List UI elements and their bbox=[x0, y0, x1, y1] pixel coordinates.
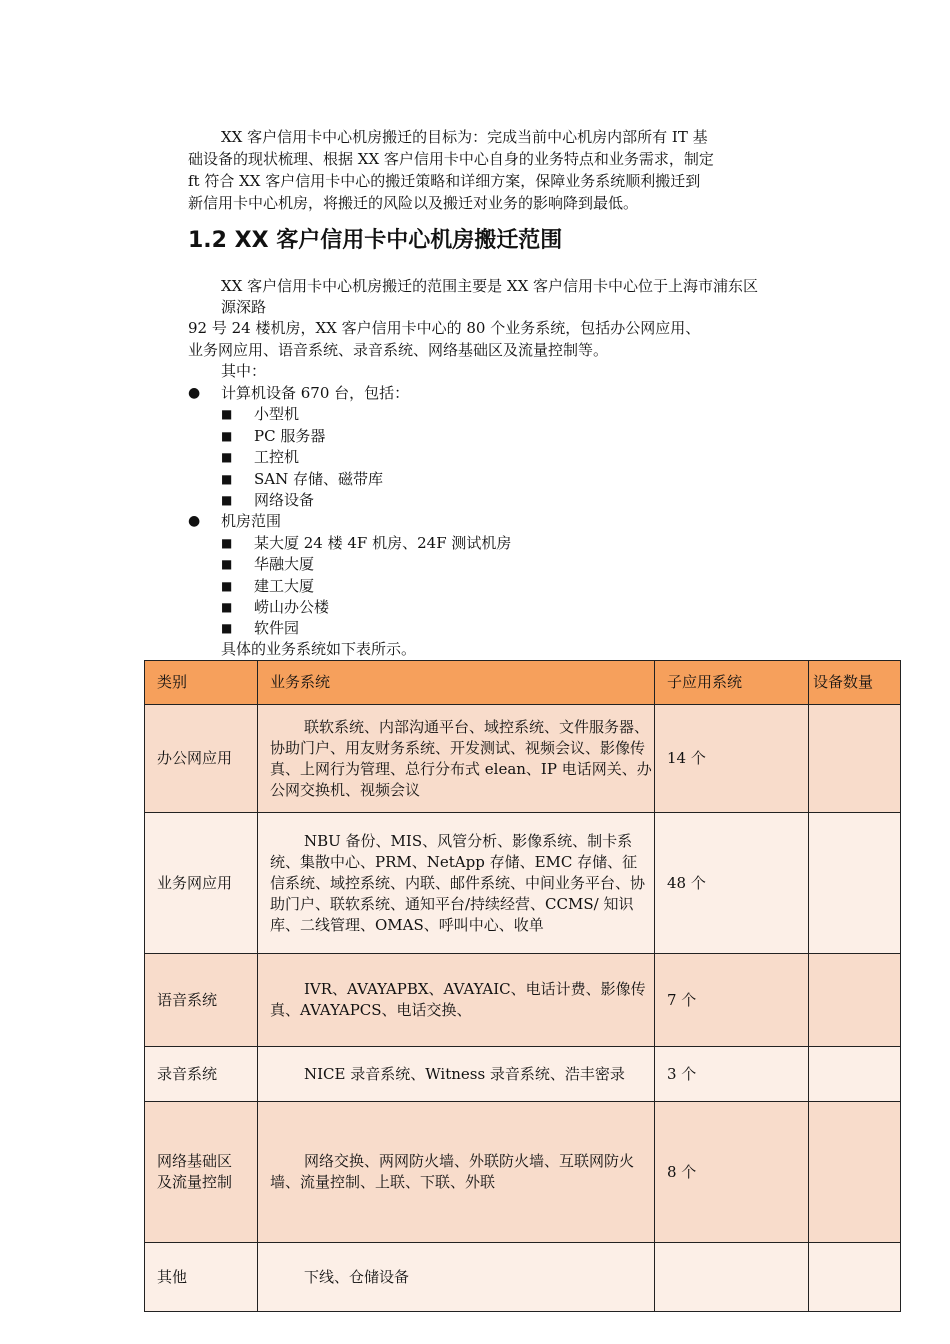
section-line-4: 业务网应用、语音系统、录音系统、网络基础区及流量控制等。 bbox=[188, 341, 609, 359]
cell-count: 14 个 bbox=[655, 705, 809, 813]
cell-devices bbox=[809, 1102, 901, 1243]
header-sub-apps: 子应用系统 bbox=[655, 661, 809, 705]
cell-count: 7 个 bbox=[655, 954, 809, 1047]
cell-category: 语音系统 bbox=[145, 954, 258, 1047]
section-line-1: XX 客户信用卡中心机房搬迁的范围主要是 XX 客户信用卡中心位于上海市浦东区 bbox=[221, 277, 759, 295]
cell-systems bbox=[258, 1102, 655, 1243]
sub-item: 网络设备 bbox=[254, 491, 315, 509]
cell-category: 业务网应用 bbox=[145, 813, 258, 954]
cell-category: 录音系统 bbox=[145, 1047, 258, 1102]
section-heading: 1.2 XX 客户信用卡中心机房搬迁范围 bbox=[188, 228, 563, 253]
systems-text: NICE 录音系统、Witness 录音系统、浩丰密录 bbox=[304, 1064, 625, 1083]
table-row bbox=[145, 1047, 901, 1102]
table-header-row bbox=[145, 661, 901, 705]
section-line-5: 其中： bbox=[221, 362, 267, 380]
table-row bbox=[145, 1243, 901, 1312]
square-bullet-icon: ■ bbox=[221, 557, 233, 571]
cell-devices bbox=[809, 705, 901, 813]
cell-systems bbox=[258, 1243, 655, 1312]
sub-item: 华融大厦 bbox=[254, 555, 315, 573]
sub-item: 软件园 bbox=[254, 619, 300, 637]
cell-count: 48 个 bbox=[655, 813, 809, 954]
intro-line-4: 新信用卡中心机房，将搬迁的风险以及搬迁对业务的影响降到最低。 bbox=[188, 194, 639, 212]
cell-category: 其他 bbox=[145, 1243, 258, 1312]
intro-line-1: XX 客户信用卡中心机房搬迁的目标为：完成当前中心机房内部所有 IT 基 bbox=[221, 128, 708, 146]
systems-text: NBU 备份、MIS、风管分析、影像系统、制卡系统、集散中心、PRM、NetApp 存储、EMC 存储、征信系统、域控系统、内联、邮件系统、中间业务平台、协助门户、联软系统、通知平台/持续经营、CCMS/ 知识库、二线管理、OMAS、呼叫中心、收单 bbox=[270, 831, 646, 934]
cell-systems bbox=[258, 1047, 655, 1102]
square-bullet-icon: ■ bbox=[221, 450, 233, 464]
square-bullet-icon: ■ bbox=[221, 579, 233, 593]
cell-systems bbox=[258, 954, 655, 1047]
table-row bbox=[145, 954, 901, 1047]
sub-item: SAN 存储、磁带库 bbox=[254, 470, 384, 488]
systems-text: 联软系统、内部沟通平台、域控系统、文件服务器、协助门户、用友财务系统、开发测试、视频会议、影像传真、上网行为管理、总行分布式 elean、IP 电话网关、办公网交换机、视频会议 bbox=[270, 717, 652, 799]
cell-count: 8 个 bbox=[655, 1102, 809, 1243]
round-bullet-icon: ● bbox=[188, 385, 201, 401]
cell-systems bbox=[258, 705, 655, 813]
section-line-3: 92 号 24 楼机房，XX 客户信用卡中心的 80 个业务系统，包括办公网应用、 bbox=[188, 319, 701, 337]
cell-devices bbox=[809, 813, 901, 954]
square-bullet-icon: ■ bbox=[221, 429, 233, 443]
table-intro: 具体的业务系统如下表所示。 bbox=[221, 640, 417, 658]
intro-line-2: 础设备的现状梳理、根据 XX 客户信用卡中心自身的业务特点和业务需求，制定 bbox=[188, 150, 714, 168]
bullet-room-scope: 机房范围 bbox=[221, 512, 282, 530]
intro-line-3: ft 符合 XX 客户信用卡中心的搬迁策略和详细方案，保障业务系统顺利搬迁到 bbox=[188, 172, 701, 190]
square-bullet-icon: ■ bbox=[221, 472, 233, 486]
square-bullet-icon: ■ bbox=[221, 621, 233, 635]
sub-item: 建工大厦 bbox=[254, 577, 315, 595]
table-row bbox=[145, 813, 901, 954]
header-systems: 业务系统 bbox=[258, 661, 655, 705]
header-device-count: 设备数量 bbox=[809, 661, 901, 705]
sub-item: PC 服务器 bbox=[254, 427, 326, 445]
square-bullet-icon: ■ bbox=[221, 407, 233, 421]
square-bullet-icon: ■ bbox=[221, 493, 233, 507]
sub-item: 某大厦 24 楼 4F 机房、24F 测试机房 bbox=[254, 534, 512, 552]
cell-devices bbox=[809, 1243, 901, 1312]
section-line-2: 源深路 bbox=[221, 298, 267, 316]
header-category: 类别 bbox=[145, 661, 258, 705]
systems-text: 下线、仓储设备 bbox=[304, 1267, 410, 1286]
systems-text: 网络交换、两网防火墙、外联防火墙、互联网防火墙、流量控制、上联、下联、外联 bbox=[270, 1152, 635, 1191]
systems-text: IVR、AVAYAPBX、AVAYAIC、电话计费、影像传真、AVAYAPCS、电话交换、 bbox=[270, 980, 646, 1019]
sub-item: 崂山办公楼 bbox=[254, 598, 330, 616]
cell-devices bbox=[809, 1047, 901, 1102]
square-bullet-icon: ■ bbox=[221, 536, 233, 550]
cell-count bbox=[655, 1243, 809, 1312]
cell-count: 3 个 bbox=[655, 1047, 809, 1102]
business-systems-table bbox=[144, 660, 901, 1312]
sub-item: 小型机 bbox=[254, 405, 300, 423]
table-row bbox=[145, 705, 901, 813]
sub-item: 工控机 bbox=[254, 448, 300, 466]
square-bullet-icon: ■ bbox=[221, 600, 233, 614]
bullet-computer-devices: 计算机设备 670 台，包括： bbox=[221, 384, 410, 402]
round-bullet-icon: ● bbox=[188, 513, 201, 529]
cell-devices bbox=[809, 954, 901, 1047]
cell-systems bbox=[258, 813, 655, 954]
cell-category: 网络基础区及流量控制 bbox=[145, 1102, 258, 1243]
cell-category: 办公网应用 bbox=[145, 705, 258, 813]
table-row bbox=[145, 1102, 901, 1243]
